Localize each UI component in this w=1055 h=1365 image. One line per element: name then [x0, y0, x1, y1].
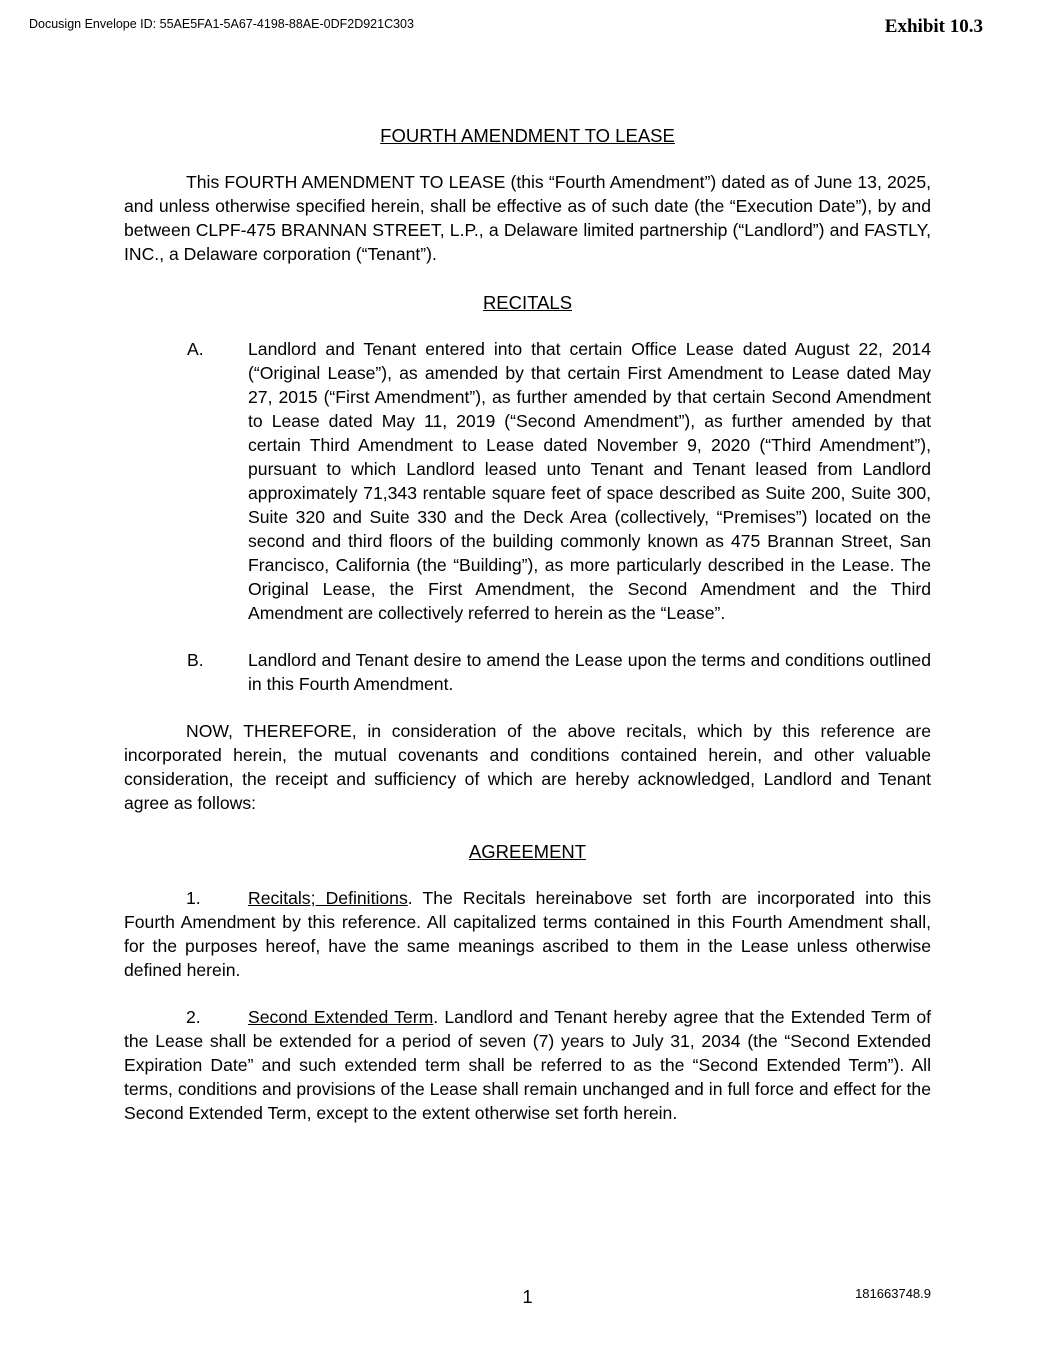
- agreement-section-2: [124, 1005, 931, 1125]
- recital-b: [124, 648, 931, 696]
- intro-paragraph: This FOURTH AMENDMENT TO LEASE (this “Fourth Amendment”) dated as of June 13, 2025, and unless otherwise specified herein, shall be effective as of such date (the “Execution Date”), by and between CLPF-475 BRANNAN STREET, L.P., a Delaware limited partnership (“Landlord”) and FASTLY, INC., a Delaware corporation (“Tenant”).: [124, 172, 931, 264]
- recital-letter: A.: [187, 339, 204, 359]
- now-therefore-paragraph: NOW, THEREFORE, in consideration of the above recitals, which by this reference are incorporated herein, the mutual covenants and conditions contained herein, and other valuable consideration, the receipt and sufficiency of which are hereby acknowledged, Landlord and Tenant agree as follows:: [124, 721, 931, 813]
- agreement-heading: AGREEMENT: [468, 841, 587, 862]
- section-title: Second Extended Term: [248, 1007, 434, 1027]
- section-text: . Landlord and Tenant hereby agree that the Extended Term of the Lease shall be extended for a period of seven (7) years to July 31, 2034 (the “Second Extended Expiration Date” and such extended term shall be referred to as the “Second Extended Term”). All terms, conditions and provisions of the Lease shall remain unchanged and in full force and effect for the Second Extended Term, except to the extent otherwise set forth herein.: [124, 1007, 931, 1123]
- envelope-id: Docusign Envelope ID: 55AE5FA1-5A67-4198-88AE-0DF2D921C303: [29, 17, 414, 31]
- recital-text: Landlord and Tenant entered into that certain Office Lease dated August 22, 2014 (“Original Lease”), as amended by that certain First Amendment to Lease dated May 27, 2015 (“First Amendment”), as further amended by that certain Second Amendment to Lease dated May 11, 2019 (“Second Amendment”), as further amended by that certain Third Amendment to Lease dated November 9, 2020 (“Third Amendment”), pursuant to which Landlord leased unto Tenant and Tenant leased from Landlord approximately 71,343 rentable square feet of space described as Suite 200, Suite 300, Suite 320 and Suite 330 and the Deck Area (collectively, “Premises”) located on the second and third floors of the building commonly known as 475 Brannan Street, San Francisco, California (the “Building”), as more particularly described in the Lease. The Original Lease, the First Amendment, the Second Amendment and the Third Amendment are collectively referred to herein as the “Lease”.: [248, 339, 931, 623]
- recital-text: Landlord and Tenant desire to amend the Lease upon the terms and conditions outlined in this Fourth Amendment.: [248, 650, 931, 694]
- document-body: [124, 124, 931, 1125]
- recitals-heading: RECITALS: [482, 292, 573, 313]
- agreement-section-1: [124, 886, 931, 982]
- document-title: FOURTH AMENDMENT TO LEASE: [380, 125, 675, 146]
- recital-letter: B.: [187, 650, 204, 670]
- page-number: 1: [522, 1287, 533, 1307]
- section-number: 1.: [186, 888, 201, 908]
- section-text: . The Recitals hereinabove set forth are incorporated into this Fourth Amendment by this reference. All capitalized terms contained in this Fourth Amendment shall, for the purposes hereof, have the same meanings ascribed to them in the Lease unless otherwise defined herein.: [124, 888, 931, 980]
- recital-a: [124, 337, 931, 625]
- document-number: 181663748.9: [855, 1286, 931, 1301]
- section-number: 2.: [186, 1007, 201, 1027]
- section-title: Recitals; Definitions: [248, 888, 408, 908]
- exhibit-label: Exhibit 10.3: [884, 16, 983, 37]
